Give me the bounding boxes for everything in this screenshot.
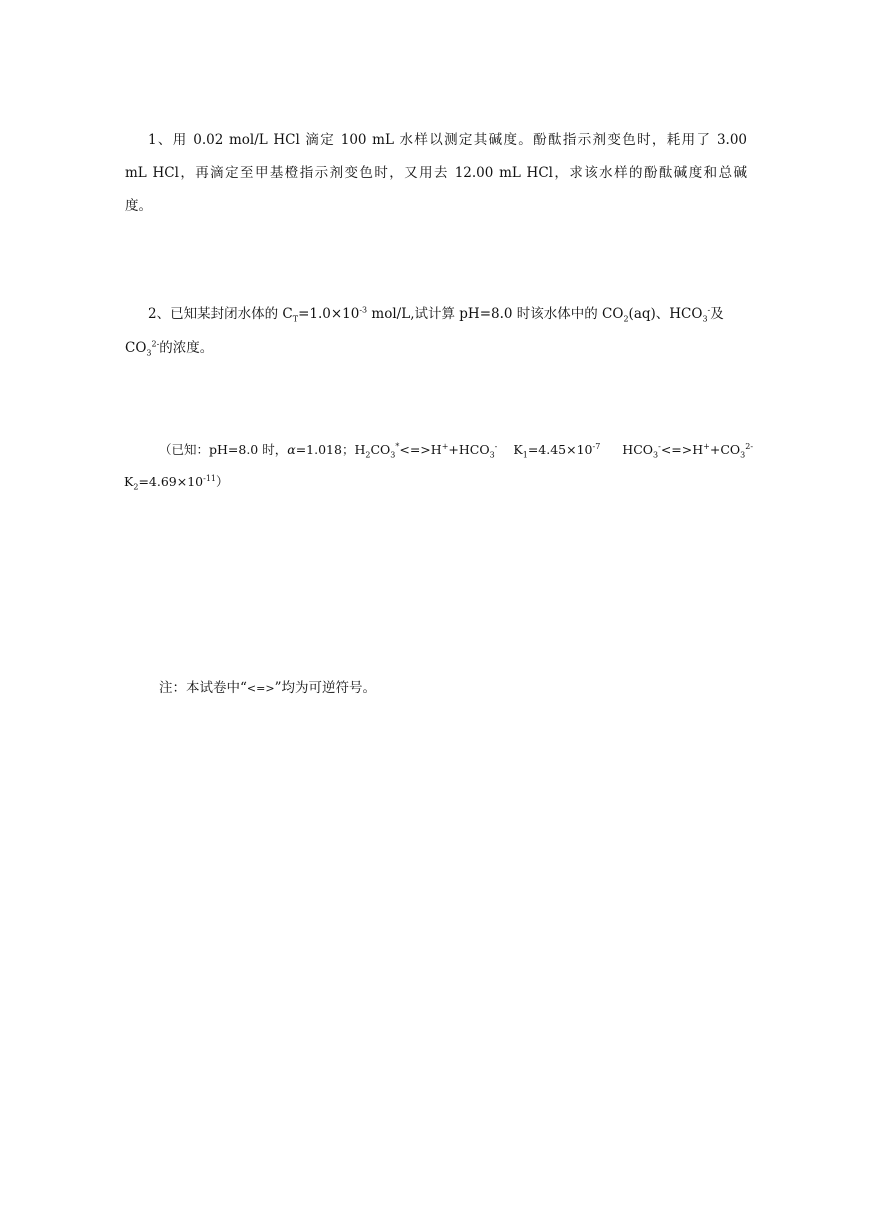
q1-line-3: 度。 — [125, 198, 152, 214]
given-line-1: （已知：pH=8.0 时，α=1.018；$H_2CO_3^*<=>H^++HCO_3^-$ $K_1=4.45\times 10^{-7}$ $HCO_3^-<=>H^++CO_3^{2-}$ — [159, 441, 754, 460]
note: 注：本试卷中“<=>”均为可逆符号。 — [159, 680, 376, 696]
q2-line-1: 2、已知某封闭水体的 $C_T=1.0\times 10^{-3}$ mol/L,试计算 pH=8.0 时该水体中的 $CO_2(aq)$、$HCO_3^-$及 — [148, 305, 724, 324]
q1-line-1: 1、用 0.02 mol/L HCl 滴定 100 mL 水样以测定其碱度。酚酞指示剂变色时，耗用了 3.00 — [148, 132, 747, 148]
q1-line-2: mL HCl，再滴定至甲基橙指示剂变色时，又用去 12.00 mL HCl，求该水样的酚酞碱度和总碱 — [125, 165, 747, 181]
q2-line-2: $CO_3^{2-}$的浓度。 — [125, 339, 214, 358]
given-line-2: $K_2=4.69\times 10^{-11}$） — [124, 473, 229, 492]
